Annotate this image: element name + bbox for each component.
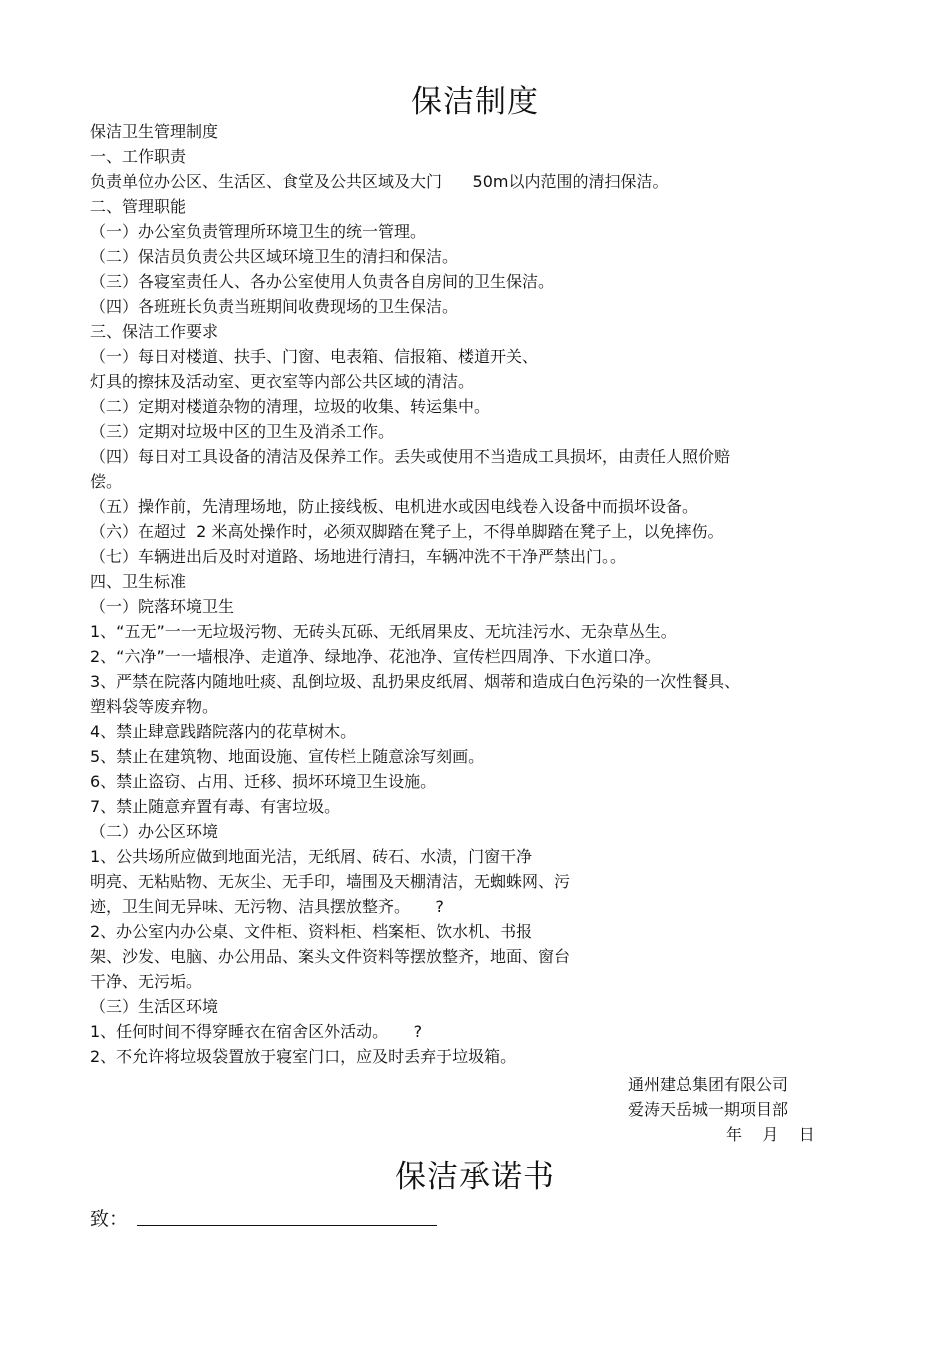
body-line: 1、任何时间不得穿睡衣在宿舍区外活动。 ? [90, 1022, 423, 1041]
body-line: （一）每日对楼道、扶手、门窗、电表箱、信报箱、楼道开关、 [90, 347, 539, 366]
body-line: 负责单位办公区、生活区、食堂及公共区域及大门 50m以内范围的清扫保洁。 [90, 172, 669, 191]
body-line: （二）定期对楼道杂物的清理，垃圾的收集、转运集中。 [90, 397, 491, 416]
body-line: 三、保洁工作要求 [90, 322, 219, 341]
document-title: 保洁制度 [411, 84, 539, 120]
body-line: （四）每日对工具设备的清洁及保养工作。丢失或使用不当造成工具损坏，由责任人照价赔 [90, 447, 731, 466]
body-line: （七）车辆进出后及时对道路、场地进行清扫，车辆冲洗不干净严禁出门。。 [90, 547, 627, 566]
to-label: 致： [90, 1208, 129, 1230]
body-line: 明亮、无粘贴物、无灰尘、无手印，墙围及天棚清洁，无蜘蛛网、污 [90, 872, 571, 891]
body-line: 2、不允许将垃圾袋置放于寝室门口，应及时丢弃于垃圾箱。 [90, 1047, 517, 1066]
body-line: 2、办公室内办公桌、文件柜、资料柜、档案柜、饮水机、书报 [90, 922, 533, 941]
signature-company: 通州建总集团有限公司 [628, 1075, 789, 1094]
body-line: 3、严禁在院落内随地吐痰、乱倒垃圾、乱扔果皮纸屑、烟蒂和造成白色污染的一次性餐具、 [90, 672, 741, 691]
body-line: （三）定期对垃圾中区的卫生及消杀工作。 [90, 422, 395, 441]
body-line: 二、管理职能 [90, 197, 187, 216]
body-line: 偿。 [90, 472, 123, 491]
body-line: （二）保洁员负责公共区域环境卫生的清扫和保洁。 [90, 247, 459, 266]
body-line: （一）办公室负责管理所环境卫生的统一管理。 [90, 222, 427, 241]
body-line: 塑料袋等废弃物。 [90, 697, 219, 716]
body-line: 架、沙发、电脑、办公用品、案头文件资料等摆放整齐，地面、窗台 [90, 947, 571, 966]
body-line: 灯具的擦抹及活动室、更衣室等内部公共区域的清洁。 [90, 372, 475, 391]
signature-department: 爱涛天岳城一期项目部 [628, 1100, 789, 1119]
body-line: （五）操作前，先清理场地，防止接线板、电机进水或因电线卷入设备中而损坏设备。 [90, 497, 699, 516]
body-line: 2、“六净”一一墙根净、走道净、绿地净、花池净、宣传栏四周净、下水道口净。 [90, 647, 661, 666]
body-line: 5、禁止在建筑物、地面设施、宣传栏上随意涂写刻画。 [90, 747, 485, 766]
recipient-underline [137, 1225, 437, 1226]
pledge-title: 保洁承诺书 [395, 1159, 555, 1195]
body-line: （三）生活区环境 [90, 997, 219, 1016]
body-line: （三）各寝室责任人、各办公室使用人负责各自房间的卫生保洁。 [90, 272, 555, 291]
signature-date: 年 月 日 [726, 1125, 815, 1144]
body-line: 6、禁止盗窃、占用、迁移、损坏环境卫生设施。 [90, 772, 437, 791]
body-line: 干净、无污垢。 [90, 972, 203, 991]
body-line: 迹，卫生间无异味、无污物、洁具摆放整齐。 ? [90, 897, 444, 916]
body-line: （六）在超过 2 米高处操作时，必须双脚踏在凳子上，不得单脚踏在凳子上，以免摔伤。 [90, 522, 724, 541]
body-line: 一、工作职责 [90, 147, 187, 166]
body-line: 7、禁止随意弃置有毒、有害垃圾。 [90, 797, 341, 816]
body-line: 1、公共场所应做到地面光洁，无纸屑、砖石、水渍，门窗干净 [90, 847, 533, 866]
body-line: （二）办公区环境 [90, 822, 219, 841]
body-line: 保洁卫生管理制度 [90, 122, 219, 141]
body-line: 四、卫生标准 [90, 572, 187, 591]
body-line: 4、禁止肆意践踏院落内的花草树木。 [90, 722, 357, 741]
body-line: （一）院落环境卫生 [90, 597, 235, 616]
body-line: 1、“五无”一一无垃圾污物、无砖头瓦砾、无纸屑果皮、无坑洼污水、无杂草丛生。 [90, 622, 677, 641]
body-line: （四）各班班长负责当班期间收费现场的卫生保洁。 [90, 297, 459, 316]
